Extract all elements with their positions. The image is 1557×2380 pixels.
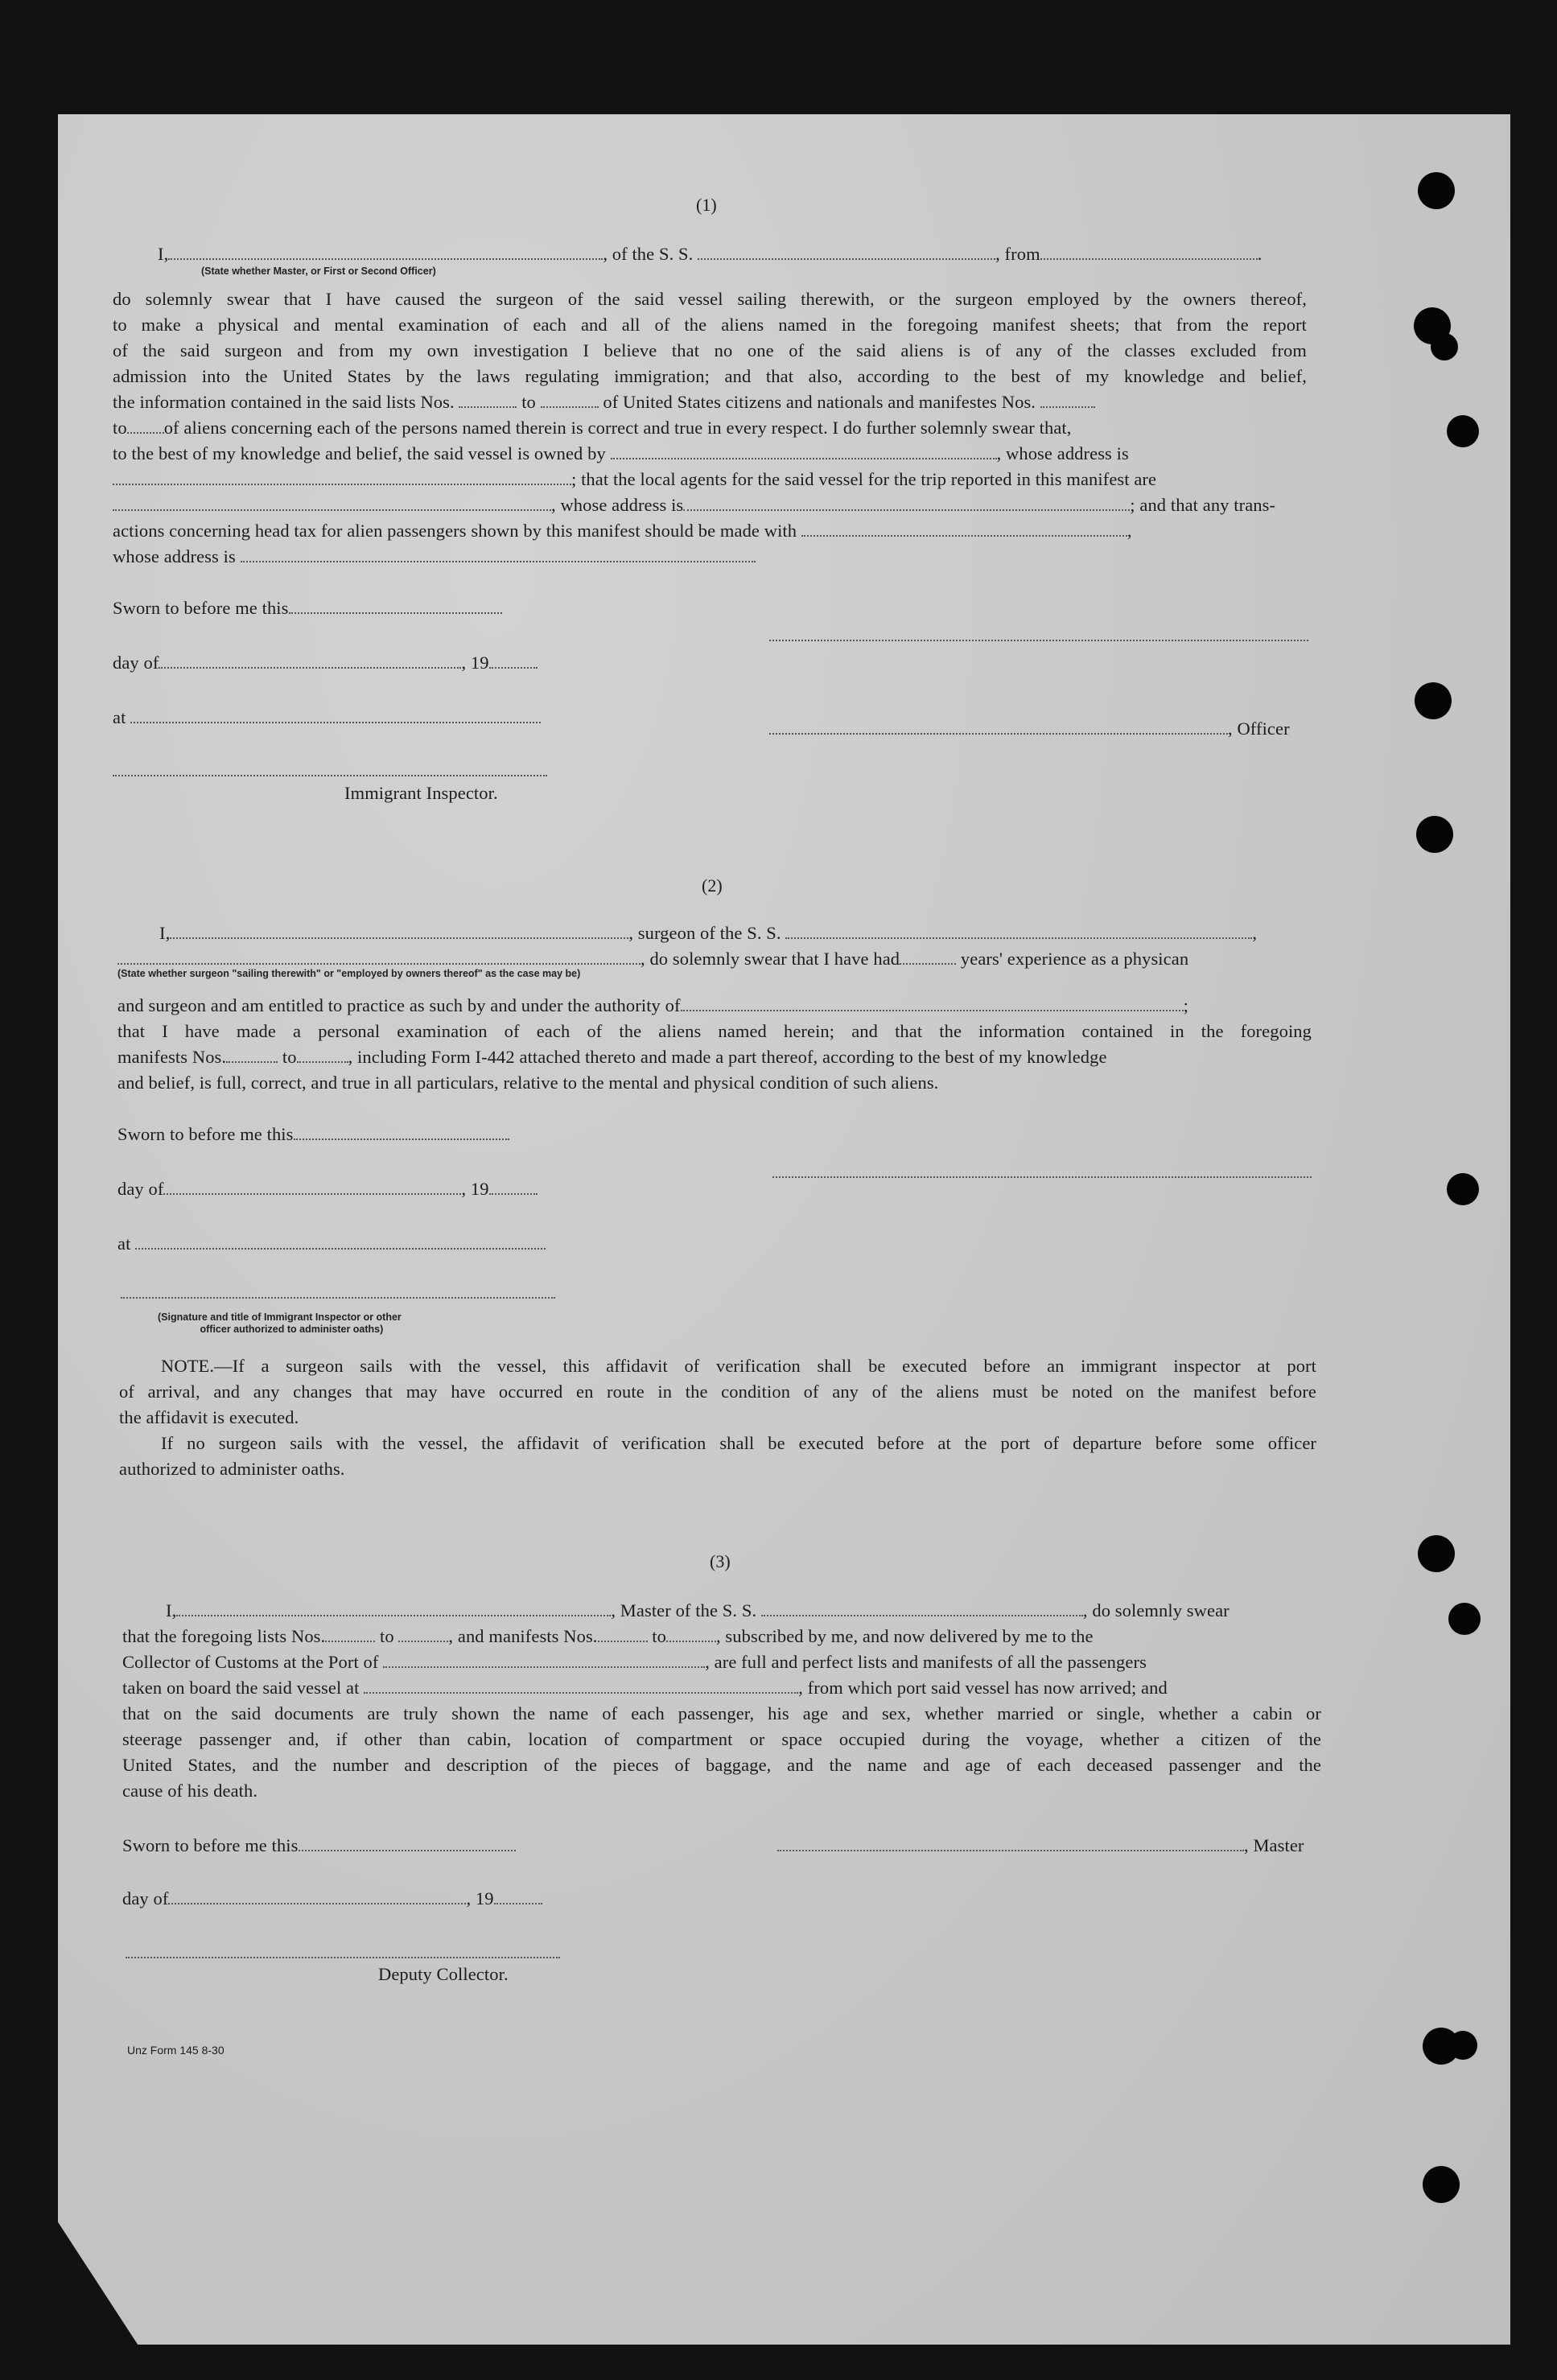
section-3-line-2: that the foregoing lists Nos. to , and manifests Nos. to , subscribed by me, and now delivered by me to the (122, 1626, 1094, 1646)
officer-rank-note: (State whether Master, or First or Second Officer) (201, 266, 436, 277)
signature-line (772, 1176, 1312, 1178)
section-3-line-7: United States, and the number and description of the pieces of baggage, and the name and age of each deceased passenger and the (122, 1755, 1321, 1775)
collector-signature-line (126, 1957, 560, 1958)
form-number: Unz Form 145 8-30 (127, 2044, 224, 2057)
section-1-number: (1) (696, 195, 717, 215)
signature-line (769, 640, 1308, 641)
inspector-signature-line (113, 775, 547, 776)
at-line: at (117, 1231, 546, 1257)
section-1-paragraph-line: the information contained in the said lists Nos. to of United States citizens and nationals and manifestes Nos. (113, 389, 1095, 415)
note-line: NOTE.—If a surgeon sails with the vessel, this affidavit of verification shall be executed before an immigrant inspector at port (161, 1356, 1316, 1376)
section-1-paragraph-line: do solemnly swear that I have caused the surgeon of the said vessel sailing therewith, or the surgeon employed by the owners thereof, (113, 289, 1307, 309)
day-of-line: day of , 19 (113, 650, 538, 676)
section-1-paragraph-line: whose address is (113, 544, 756, 570)
section-3-line-5: that on the said documents are truly shown the name of each passenger, his age and sex, whether married or single, whether a cabin or (122, 1703, 1321, 1723)
section-2-line-2: , do solemnly swear that I have had years' experience as a physican (117, 946, 1188, 972)
binder-hole (1423, 2166, 1460, 2203)
binder-hole (1418, 172, 1455, 209)
binder-hole (1448, 1603, 1481, 1635)
note-line: If no surgeon sails with the vessel, the affidavit of verification shall be executed before at the port of departure before some officer (161, 1433, 1316, 1453)
at-line: at (113, 705, 541, 731)
day-of-line: day of , 19 (122, 1886, 542, 1912)
note-line: authorized to administer oaths. (119, 1459, 345, 1479)
section-1-paragraph-line: admission into the United States by the laws regulating immigration; and that also, according to the best of my knowledge and belief, (113, 366, 1307, 386)
section-3-line-6: steerage passenger and, if other than cabin, location of compartment or space occupied during the voyage, whether a citizen of the (122, 1729, 1321, 1749)
section-1-paragraph-line: to the best of my knowledge and belief, the said vessel is owned by , whose address is (113, 443, 1129, 463)
collector-title: Deputy Collector. (378, 1964, 509, 1984)
surgeon-status-note: (State whether surgeon "sailing therewith" or "employed by owners thereof" as the case may be) (117, 968, 581, 979)
section-3-line-8: cause of his death. (122, 1781, 258, 1801)
section-1-line-1: I, , of the S. S. , from . (158, 244, 1262, 264)
officer-signature-line: , Officer (769, 716, 1290, 742)
binder-hole (1447, 1173, 1479, 1205)
day-of-line: day of , 19 (117, 1176, 538, 1202)
section-1-paragraph-line: to make a physical and mental examination of each and all of the aliens named in the foregoing manifest sheets; that from the report (113, 315, 1307, 335)
inspector-title: Immigrant Inspector. (344, 783, 498, 803)
binder-hole (1418, 1535, 1455, 1572)
inspector-signature-line (121, 1297, 555, 1299)
signature-title-note: (Signature and title of Immigrant Inspector or other officer authorized to administer oaths) (158, 1311, 402, 1335)
section-3-number: (3) (710, 1551, 731, 1571)
binder-hole (1431, 333, 1458, 360)
sworn-line: Sworn to before me this (117, 1122, 509, 1147)
note-line: the affidavit is executed. (119, 1407, 299, 1427)
section-2-line-3: and surgeon and am entitled to practice as such by and under the authority of ; (117, 995, 1188, 1015)
section-2-line-1: I, , surgeon of the S. S. , (159, 923, 1258, 943)
section-1-paragraph-line: ; that the local agents for the said vessel for the trip reported in this manifest are (113, 467, 1156, 492)
master-signature-line: , Master (777, 1833, 1304, 1859)
section-1-paragraph-line: actions concerning head tax for alien passengers shown by this manifest should be made with , (113, 521, 1132, 541)
section-2-line-5: manifests Nos. to , including Form I-442 attached thereto and made a part thereof, according to the best of my knowledge (117, 1047, 1107, 1067)
section-2-line-4: that I have made a personal examination of each of the aliens named herein; and that the information contained in the foregoing (117, 1021, 1312, 1041)
section-3-line-1: I, , Master of the S. S. , do solemnly swear (166, 1600, 1230, 1620)
sworn-line: Sworn to before me this (122, 1833, 516, 1859)
binder-hole (1415, 682, 1452, 719)
binder-hole (1448, 2031, 1477, 2060)
section-3-line-4: taken on board the said vessel at , from which port said vessel has now arrived; and (122, 1678, 1168, 1698)
section-1-paragraph-line: of the said surgeon and from my own investigation I believe that no one of the said aliens is of any of the classes excluded from (113, 340, 1307, 360)
binder-hole (1447, 415, 1479, 447)
section-1-paragraph-line: to of aliens concerning each of the persons named therein is correct and true in every respect. I do further solemnly swear that, (113, 418, 1072, 438)
note-line: of arrival, and any changes that may have occurred en route in the condition of any of the aliens must be noted on the manifest before (119, 1381, 1316, 1402)
section-1-paragraph-line: , whose address is ; and that any trans- (113, 492, 1275, 518)
sworn-line: Sworn to before me this (113, 595, 502, 621)
section-3-line-3: Collector of Customs at the Port of , are full and perfect lists and manifests of all the passengers (122, 1652, 1147, 1672)
section-2-line-6: and belief, is full, correct, and true in all particulars, relative to the mental and physical condition of such aliens. (117, 1073, 939, 1093)
section-2-number: (2) (702, 875, 723, 896)
binder-hole (1416, 816, 1453, 853)
